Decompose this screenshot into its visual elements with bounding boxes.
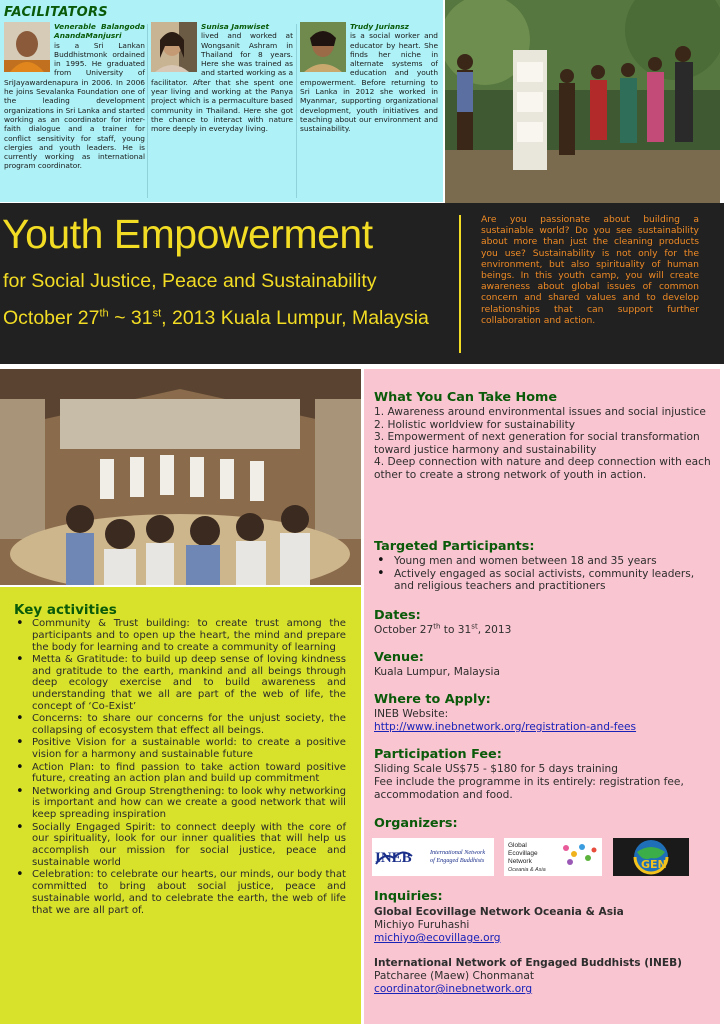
organizers-heading: Organizers: bbox=[374, 816, 458, 831]
list-item: • Actively engaged as social activists, community leaders, and religious teachers and practitioners bbox=[374, 568, 714, 593]
list-item: • Celebration: to celebrate our hearts, our minds, our body that committed to bring about social justice, peace and sustainable world, and to celebrate the earth, the web of life that we are all part of. bbox=[16, 869, 346, 916]
list-item: 1. Awareness around environmental issues and social injustice bbox=[374, 406, 706, 418]
column-divider bbox=[147, 24, 148, 198]
inquiry-person-2: Patcharee (Maew) Chonmanat bbox=[374, 970, 535, 982]
facilitators-section bbox=[0, 0, 443, 202]
event-date-location: October 27th ~ 31st, 2013 Kuala Lumpur, Malaysia bbox=[3, 307, 429, 329]
gen-oceania-logo bbox=[504, 838, 602, 876]
facilitator-photo-2 bbox=[151, 22, 197, 72]
intro-text: Are you passionate about building a sustainable world? Do you see sustainability about more than just the cleaning products you use? Sustainability is not only for the environment, but also spirituality of human beings. In this youth camp, you will create awareness about global issues of common concern and shared values and to develop relationships that can support further collaboration and action. bbox=[481, 214, 699, 326]
apply-label: INEB Website: bbox=[374, 708, 449, 720]
facilitator-name-1: Venerable Balangoda AnandaManjusri bbox=[54, 22, 145, 41]
key-activities-section bbox=[0, 587, 361, 1024]
list-item: • Action Plan: to find passion to take action toward positive future, creating an action plan and build up commitment bbox=[16, 762, 346, 786]
column-divider bbox=[296, 24, 297, 198]
facilitator-bio-1: is a Sri Lankan Buddhistmonk ordained in 1995. He graduated from University of SriJayawardenapura in 2006. In 2006 he joins Sevalanka Foundation one of the leading development organizations in Sri Lanka and started working as an coordinator for inter-faith dialogue and a trainer for conflict sensitivity for staff, young clergies and youth leaders. He is currently working as international program coordinator. bbox=[4, 40, 145, 171]
inquiry-email-1[interactable]: michiyo@ecovillage.org bbox=[374, 932, 501, 944]
inquiry-email-2[interactable]: coordinator@inebnetwork.org bbox=[374, 983, 533, 995]
list-item: • Metta & Gratitude: to build up deep sense of loving kindness and gratitude to the earth, mankind and all beings through deep ecology exercise and to build awareness and understanding that we all are part of the web of life, the concept of ‘Co-Exist’ bbox=[16, 654, 346, 713]
key-activities-list bbox=[16, 618, 346, 917]
facilitator-photo-1 bbox=[4, 22, 50, 72]
venue-heading: Venue: bbox=[374, 650, 424, 665]
activity-photo bbox=[0, 369, 361, 585]
facilitator-bio-2: lived and worked at Wongsanit Ashram in Thailand for 8 years. Here she was trained as and started working as a facilitator. After that she spent one year living and working at the Panya project which is a permaculture based community in Thailand. Here she got the chance to interact with nature more deeply in everyday living. bbox=[151, 31, 293, 134]
banner-divider bbox=[459, 215, 461, 353]
facilitator-name-3: Trudy Juriansz bbox=[350, 22, 409, 31]
dates-heading: Dates: bbox=[374, 608, 421, 623]
fee-heading: Participation Fee: bbox=[374, 747, 502, 762]
inquiry-org-2: International Network of Engaged Buddhists (INEB) bbox=[374, 957, 683, 969]
inquiry-person-1: Michiyo Furuhashi bbox=[374, 919, 470, 931]
list-item: 3. Empowerment of next generation for social transformation toward justice harmony and sustainability bbox=[374, 431, 700, 456]
ineb-logo bbox=[372, 838, 494, 876]
participants-heading: Targeted Participants: bbox=[374, 539, 535, 554]
svg-text:International Network: International Network bbox=[430, 849, 486, 856]
gen-line-3: Network bbox=[508, 858, 532, 865]
gen-line-4: Oceania & Asia bbox=[508, 867, 546, 873]
apply-heading: Where to Apply: bbox=[374, 692, 491, 707]
venue-value: Kuala Lumpur, Malaysia bbox=[374, 666, 500, 678]
list-item: • Concerns: to share our concerns for the unjust society, the collapsing of ecosystem that effect all beings. bbox=[16, 713, 346, 737]
gen-badge-text: GEN bbox=[641, 858, 667, 871]
list-item: • Positive Vision for a sustainable world: to create a positive vision for a harmony and sustainable future bbox=[16, 737, 346, 761]
facilitator-card-1 bbox=[4, 22, 145, 200]
dates-value: October 27th to 31st, 2013 bbox=[374, 622, 512, 636]
facilitator-name-2: Sunisa Jamwiset bbox=[201, 22, 270, 31]
page-title: Youth Empowerment bbox=[2, 211, 373, 257]
list-item: • Community & Trust building: to create trust among the participants and to open up the heart, the mind and prepare the body for learning and to create a community of learning bbox=[16, 618, 346, 653]
inquiry-org-1: Global Ecovillage Network Oceania & Asia bbox=[374, 906, 624, 918]
fee-line-1: Sliding Scale US$75 - $180 for 5 days training bbox=[374, 763, 618, 775]
gen-line-1: Global bbox=[508, 842, 527, 849]
list-item: • Networking and Group Strengthening: to look why networking is important and how can we create a good network that will keep spreading inspiration bbox=[16, 786, 346, 821]
facilitator-card-2 bbox=[151, 22, 293, 200]
gen-line-2: Ecovillage bbox=[508, 850, 538, 857]
facilitator-bio-3: is a social worker and educator by heart. She finds her niche in alternate systems of education and youth empowerment. Before returning to Sri Lanka in 2012 she worked in Myanmar, supporting organizational development, youth initiatives and teaching about our environment and sustainability. bbox=[300, 31, 438, 134]
svg-text:of Engaged Buddhists: of Engaged Buddhists bbox=[430, 857, 485, 864]
fee-line-2: Fee include the programme in its entirely: registration fee, accommodation and food. bbox=[374, 776, 684, 801]
key-activities-heading: Key activities bbox=[14, 602, 117, 618]
facilitators-heading: FACILITATORS bbox=[4, 5, 108, 20]
list-item: 2. Holistic worldview for sustainability bbox=[374, 418, 576, 431]
gen-logo bbox=[613, 838, 689, 876]
list-item: 4. Deep connection with nature and deep connection with each other to create a strong network of youth in action. bbox=[374, 456, 711, 481]
group-photo bbox=[445, 0, 720, 203]
participants-list bbox=[374, 555, 714, 593]
facilitator-card-3 bbox=[300, 22, 438, 200]
inquiries-heading: Inquiries: bbox=[374, 889, 443, 904]
details-panel bbox=[364, 369, 720, 1024]
page-subtitle: for Social Justice, Peace and Sustainability bbox=[3, 270, 377, 292]
facilitator-photo-3 bbox=[300, 22, 346, 72]
list-item: • Young men and women between 18 and 35 years bbox=[374, 555, 714, 568]
take-home-heading: What You Can Take Home bbox=[374, 390, 558, 405]
registration-link[interactable]: http://www.inebnetwork.org/registration-and-fees bbox=[374, 721, 637, 733]
ineb-abbr: INEB bbox=[375, 850, 412, 866]
take-home-list bbox=[374, 406, 714, 481]
list-item: • Socially Engaged Spirit: to connect deeply with the core of our spirituality, look for our inner qualities that will help us accomplish our mission for social justice, peace and sustainable world bbox=[16, 822, 346, 869]
